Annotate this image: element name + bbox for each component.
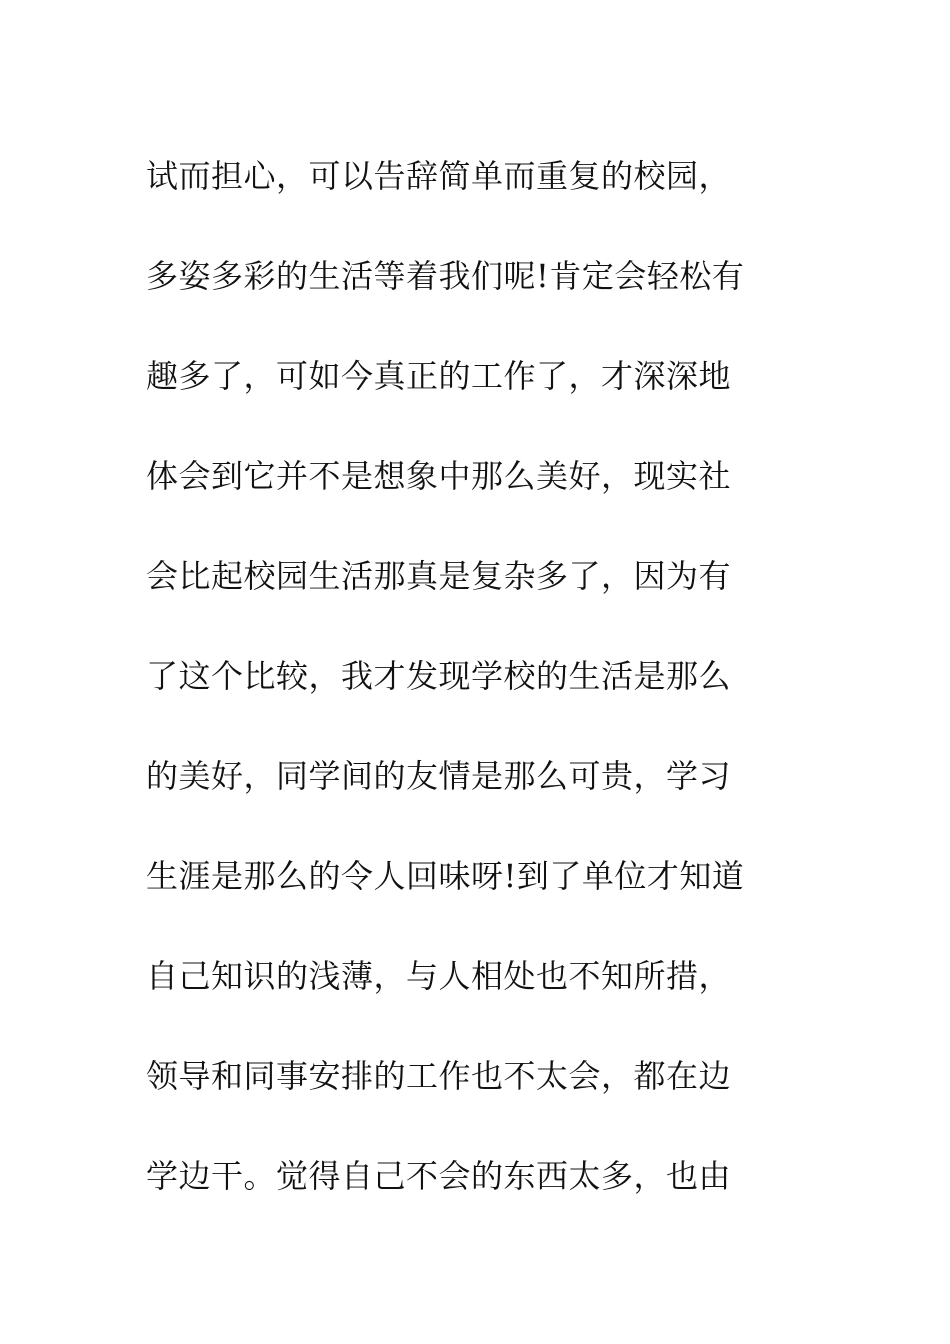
text-line: 会比起校园生活那真是复杂多了，因为有 bbox=[146, 557, 732, 595]
text-line: 体会到它并不是想象中那么美好，现实社 bbox=[146, 457, 732, 495]
text-line: 生涯是那么的令人回味呀!到了单位才知道 bbox=[146, 857, 745, 895]
body-text bbox=[146, 126, 846, 1226]
text-line: 试而担心，可以告辞简单而重复的校园， bbox=[146, 157, 732, 195]
text-line: 的美好，同学间的友情是那么可贵，学习 bbox=[146, 757, 732, 795]
text-line: 趣多了，可如今真正的工作了，才深深地 bbox=[146, 357, 732, 395]
text-line: 自己知识的浅薄，与人相处也不知所措， bbox=[146, 957, 732, 995]
text-line: 了这个比较，我才发现学校的生活是那么 bbox=[146, 657, 732, 695]
text-line: 领导和同事安排的工作也不太会，都在边 bbox=[146, 1057, 732, 1095]
text-line: 学边干。觉得自己不会的东西太多，也由 bbox=[146, 1157, 732, 1195]
text-line: 多姿多彩的生活等着我们呢!肯定会轻松有 bbox=[146, 257, 745, 295]
